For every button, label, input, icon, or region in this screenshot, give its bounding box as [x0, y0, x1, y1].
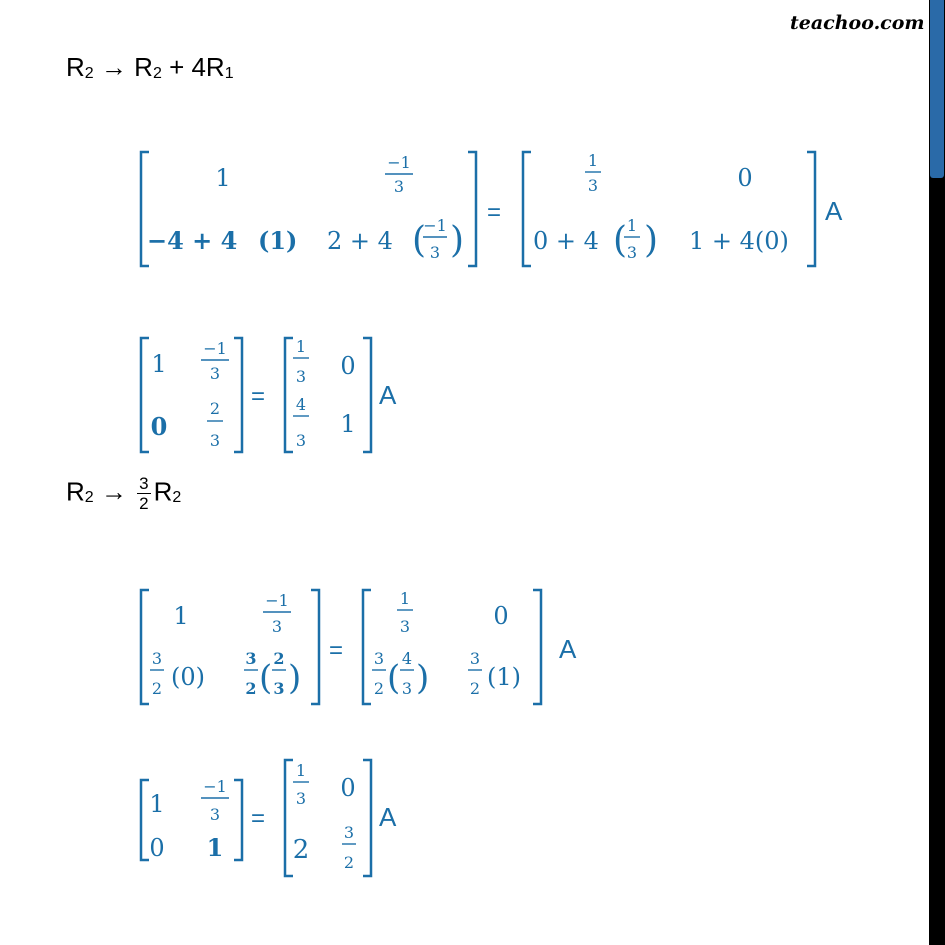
svg-text:3: 3	[209, 431, 221, 450]
cell: 1	[215, 164, 231, 192]
svg-text:0 + 4: 0 + 4	[533, 227, 599, 255]
fraction: $\frac{3}{2}$	[139, 474, 149, 513]
svg-text:3: 3	[271, 617, 283, 636]
svg-text:−1: −1	[265, 591, 289, 610]
svg-text:(: (	[387, 658, 401, 698]
svg-text:): )	[416, 658, 430, 698]
svg-text:3: 3	[295, 431, 307, 450]
matrix-equation-2	[135, 334, 435, 464]
teachoo-logo: teachoo.com	[790, 12, 925, 34]
matrix-equation-3	[135, 586, 615, 716]
svg-text:4: 4	[401, 649, 413, 668]
svg-text:2: 2	[209, 399, 221, 418]
row-operation-2: $R_2$ → $\frac{3}{2}$ $R_2$	[66, 474, 182, 513]
matrix-equation-1	[135, 148, 855, 278]
svg-text:0: 0	[493, 602, 509, 630]
svg-text:(: (	[613, 220, 628, 261]
svg-text:−4 + 4: −4 + 4	[147, 226, 238, 255]
svg-text:): )	[450, 220, 465, 261]
svg-text:(0): (0)	[171, 663, 205, 691]
svg-text:=: =	[487, 199, 502, 226]
svg-text:3: 3	[587, 176, 599, 195]
svg-text:A: A	[559, 634, 577, 664]
svg-text:1: 1	[173, 602, 189, 630]
svg-text:3: 3	[399, 617, 411, 636]
svg-text:1 + 4(0): 1 + 4(0)	[689, 227, 789, 255]
matrix-equation-4	[135, 756, 435, 886]
svg-text:2: 2	[469, 679, 481, 698]
svg-text:(: (	[412, 220, 427, 261]
svg-text:3: 3	[209, 805, 221, 824]
svg-text:1: 1	[295, 337, 307, 356]
scrollbar-thumb[interactable]	[930, 0, 944, 178]
svg-text:3: 3	[401, 679, 413, 698]
svg-text:3: 3	[343, 823, 355, 842]
row-operation-1: $R_2 \to R_2 + 4R_1$	[66, 52, 234, 82]
svg-text:=: =	[251, 805, 266, 832]
svg-text:1: 1	[399, 589, 411, 608]
svg-text:3: 3	[295, 367, 307, 386]
svg-text:(1): (1)	[258, 226, 298, 255]
svg-text:0: 0	[150, 412, 168, 441]
svg-text:=: =	[251, 383, 266, 410]
svg-text:A: A	[825, 196, 843, 226]
svg-text:2: 2	[343, 853, 355, 872]
svg-text:1: 1	[295, 761, 307, 780]
svg-text:3: 3	[373, 649, 385, 668]
svg-text:2: 2	[151, 679, 163, 698]
svg-text:=: =	[329, 637, 344, 664]
svg-text:1: 1	[626, 216, 638, 235]
svg-text:−1: −1	[387, 153, 411, 172]
svg-text:0: 0	[737, 164, 753, 192]
svg-text:2: 2	[273, 649, 285, 668]
svg-text:0: 0	[340, 352, 356, 380]
svg-text:3: 3	[245, 649, 257, 668]
svg-text:−1: −1	[423, 216, 447, 235]
svg-text:−1: −1	[203, 777, 227, 796]
vertical-scrollbar[interactable]	[929, 0, 945, 945]
svg-text:2: 2	[292, 835, 310, 865]
svg-text:3: 3	[151, 649, 163, 668]
svg-text:A: A	[379, 380, 397, 410]
svg-text:0: 0	[149, 834, 165, 862]
svg-text:3: 3	[273, 679, 285, 698]
svg-text:4: 4	[295, 395, 307, 414]
svg-text:3: 3	[626, 243, 638, 262]
svg-text:3: 3	[295, 789, 307, 808]
svg-text:0: 0	[340, 774, 356, 802]
svg-text:): )	[288, 658, 302, 698]
svg-text:1: 1	[151, 350, 167, 378]
svg-text:A: A	[379, 802, 397, 832]
svg-text:3: 3	[209, 364, 221, 383]
svg-text:−1: −1	[203, 339, 227, 358]
svg-text:2 + 4: 2 + 4	[327, 227, 393, 255]
svg-text:2: 2	[373, 679, 385, 698]
svg-text:(: (	[259, 658, 273, 698]
svg-text:(1): (1)	[487, 663, 521, 691]
svg-text:1: 1	[587, 151, 599, 170]
svg-text:3: 3	[393, 177, 405, 196]
svg-text:3: 3	[429, 243, 441, 262]
svg-text:2: 2	[245, 679, 257, 698]
svg-text:1: 1	[340, 410, 356, 438]
svg-text:1: 1	[149, 790, 165, 818]
svg-text:3: 3	[469, 649, 481, 668]
svg-text:): )	[644, 220, 659, 261]
svg-text:1: 1	[206, 833, 224, 862]
